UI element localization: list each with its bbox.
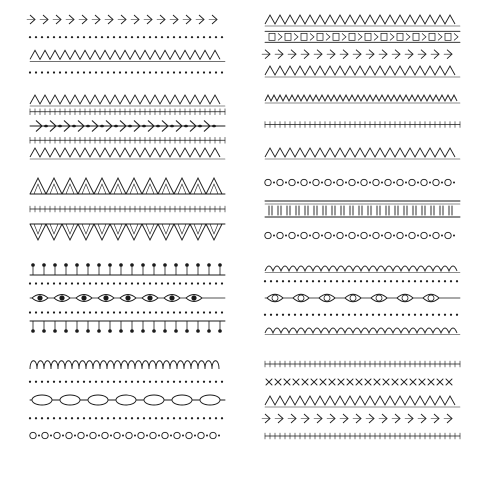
border-circles-comb-comb-band — [265, 201, 460, 217]
border-scallops-beads-dots-band — [264, 280, 458, 282]
border-triangles-ticks-band — [30, 206, 225, 212]
border-triangles-triangles-down-band — [30, 224, 225, 240]
border-loops-links-dots-band — [29, 417, 223, 419]
border-lollipops-eyes — [29, 263, 225, 333]
border-arrows-zigzag-zigzag-band — [30, 50, 225, 61]
border-triangles-triangles-up-band — [30, 178, 225, 194]
border-loops-links-dots-band — [29, 381, 223, 383]
border-loops-links-loops-band — [30, 361, 219, 369]
border-triangles — [30, 178, 225, 240]
border-sawtooth-ticks-zigzag-band — [265, 148, 460, 159]
border-arrows-zigzag-arrow-chevrons-band — [27, 15, 217, 24]
border-leaf-branches-ticks-band — [30, 137, 225, 143]
border-leaf-branches — [30, 95, 225, 159]
border-lollipops-eyes-dots-band — [29, 282, 223, 284]
border-sawtooth-ticks-ticks-band — [265, 122, 460, 128]
border-leaf-branches-zigzag-band — [30, 148, 225, 159]
border-circles-comb-circles-band — [265, 232, 455, 238]
border-arrows-boxes-box-arrows-band — [265, 31, 460, 42]
border-lollipops-eyes-dots-band — [29, 311, 223, 313]
border-circles-comb — [265, 179, 460, 238]
border-arrows-boxes-arrow-chevrons-band — [262, 50, 452, 59]
border-arrows-boxes — [262, 15, 460, 77]
border-sawtooth-ticks-small-zigzag-band — [265, 95, 460, 103]
border-crosses-zigzag-crosses-band — [266, 379, 452, 385]
border-arrows-zigzag-dots-band — [29, 36, 223, 38]
border-scallops-beads-scallops-band — [265, 328, 460, 335]
border-leaf-branches-leaf-arrows-band — [30, 121, 225, 132]
border-arrows-boxes-zigzag-band — [265, 15, 460, 26]
border-crosses-zigzag — [262, 361, 460, 439]
border-scallops-beads — [264, 266, 460, 335]
border-scallops-beads-dots-band — [264, 314, 458, 316]
border-leaf-branches-ticks-band — [30, 109, 225, 115]
border-scallops-beads-bead-diamonds-band — [265, 294, 460, 302]
border-loops-links-oval-links-band — [30, 395, 225, 405]
border-arrows-zigzag — [27, 15, 225, 74]
border-scallops-beads-scallops-band — [265, 266, 460, 273]
border-circles-comb-circles-band — [265, 179, 455, 185]
border-lollipops-eyes-lollipops-down-band — [30, 321, 225, 333]
border-arrows-boxes-zigzag-band — [265, 66, 460, 77]
border-crosses-zigzag-zigzag-band — [265, 396, 460, 407]
border-crosses-zigzag-arrow-chevrons-band — [262, 414, 452, 423]
border-lollipops-eyes-lollipops-up-band — [30, 263, 225, 275]
border-arrows-zigzag-dots-band — [29, 71, 223, 73]
border-crosses-zigzag-ticks-band — [265, 433, 460, 439]
border-leaf-branches-zigzag-band — [30, 95, 225, 106]
border-loops-links — [29, 361, 225, 439]
border-lollipops-eyes-eye-diamonds-band — [30, 295, 225, 302]
border-sawtooth-ticks — [265, 95, 460, 159]
border-crosses-zigzag-ticks-band — [265, 361, 460, 367]
border-loops-links-circles-band — [30, 432, 220, 438]
